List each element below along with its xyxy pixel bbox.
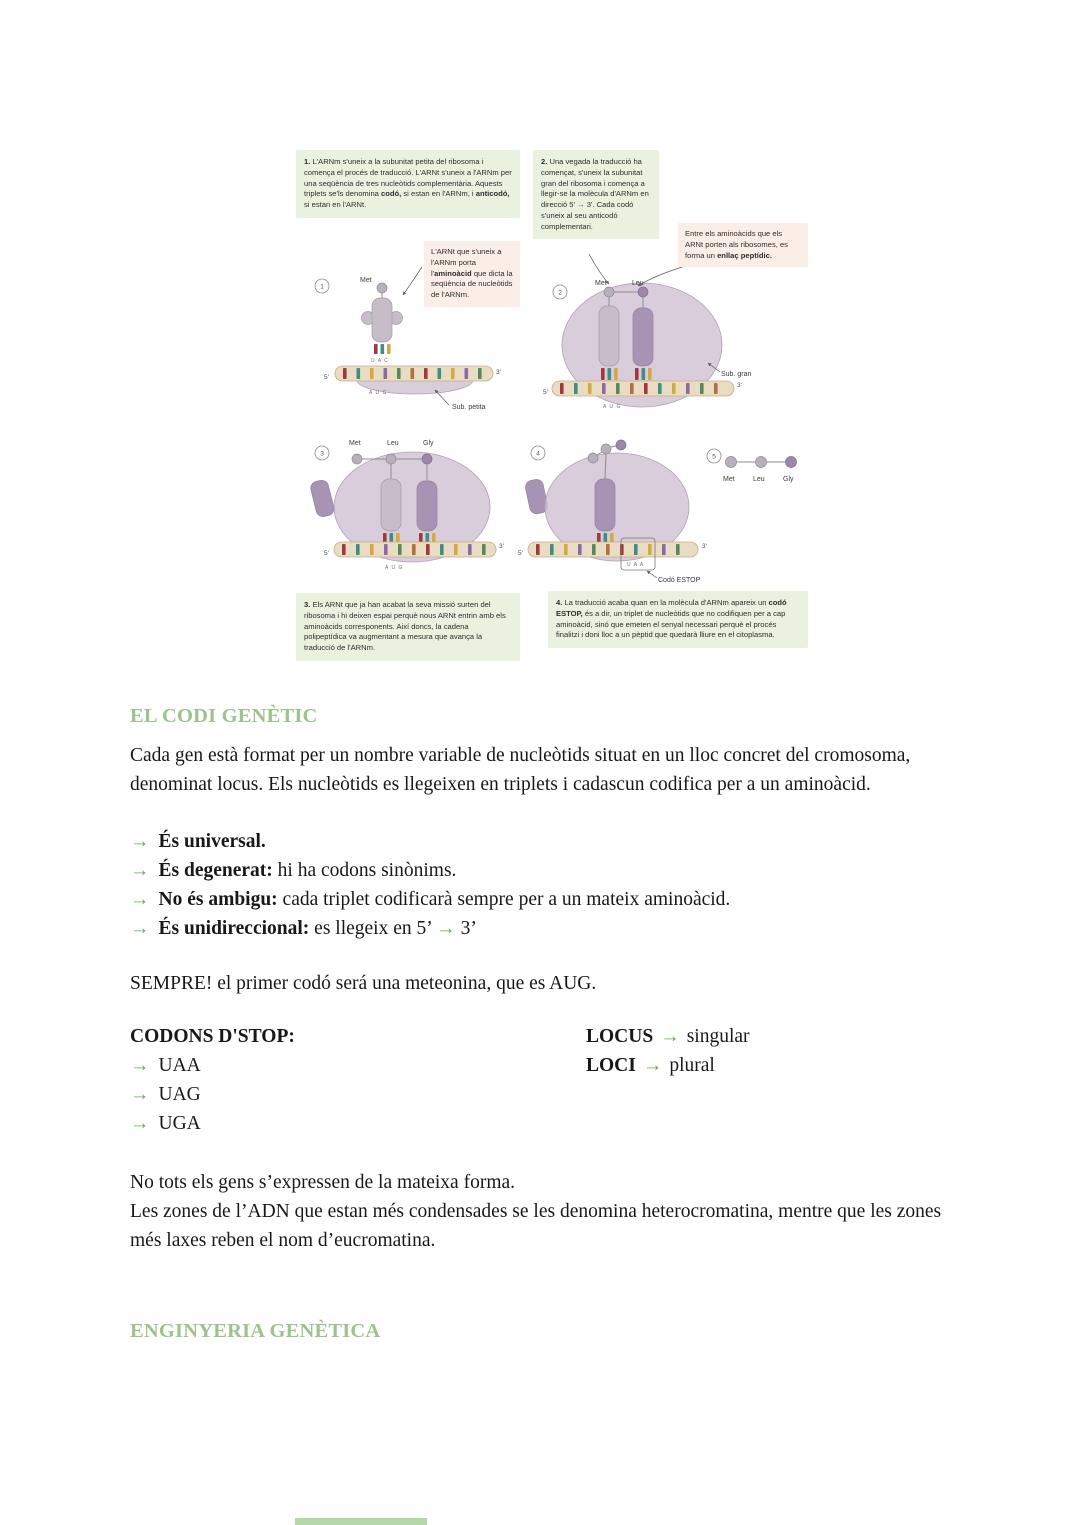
amino-acid [588, 453, 598, 463]
genetic-code-properties-list [130, 827, 958, 943]
circled-number-2 [553, 285, 567, 299]
nucleotide-tick [610, 533, 614, 542]
panel-step5 [707, 449, 797, 483]
heading-enginyeria-genetica: ENGINYERIA GENÈTICA [130, 1320, 381, 1342]
met-label: Met [595, 280, 607, 287]
nucleotide-tick [465, 368, 469, 379]
note-step1-text: L'ARNm s'uneix a la subunitat petita del ribosoma i comença el procés de traducció. L'ARNt s'uneix a l'ARNm per una seqüència de tres nucleòtids complementària. Aquests triplets se'ls denomina [304, 157, 512, 199]
locus-loci-column [586, 1022, 958, 1138]
paragraph-gen-locus: Cada gen està format per un nombre variable de nucleòtids situat en un lloc concret del cromosoma, denominat locus. Els nucleòtids es llegeixen en triplets i cadascun codifica per a un aminoàcid. [130, 745, 911, 795]
nucleotide-tick [676, 544, 680, 555]
departing-trna [309, 479, 335, 518]
stop-codon-uaa: UAA [158, 1055, 201, 1076]
nucleotide-tick [411, 368, 415, 379]
nucleotide-tick [608, 368, 612, 380]
nucleotide-tick [374, 344, 378, 354]
amino-acid-gly [422, 454, 432, 464]
number-1: 1 [320, 283, 324, 291]
codo-estop-label: Codó ESTOP [658, 577, 701, 584]
list-item [130, 856, 958, 885]
nucleotide-tick [597, 533, 601, 542]
five-prime-label: 5' [543, 389, 548, 396]
note-step3-number: 3. [304, 600, 311, 609]
callout-text: L'ARNt que s'uneix a l'ARNm porta l' [431, 247, 502, 278]
nucleotide-tick [384, 544, 388, 555]
panel-step4 [518, 440, 707, 584]
document-body [130, 702, 958, 1356]
amino-acid [616, 440, 626, 450]
amino-acid-met [352, 454, 362, 464]
loci-row [586, 1051, 958, 1080]
start-codon-letters: A U G [385, 565, 404, 571]
nucleotide-tick [412, 544, 416, 555]
bullet-bold: És universal. [158, 831, 266, 852]
number-5: 5 [712, 453, 716, 461]
callout-trna-aminoacid [424, 241, 520, 307]
nucleotide-tick [370, 368, 374, 379]
next-page-element-peek [295, 1518, 427, 1525]
nucleotide-tick [686, 383, 690, 394]
stop-codon-item [130, 1080, 586, 1109]
nucleotide-tick [560, 383, 564, 394]
sub-petita-label: Sub. petita [452, 404, 486, 411]
codons-locus-columns [130, 1022, 958, 1138]
circled-number-1 [315, 279, 329, 293]
met-label: Met [349, 440, 361, 447]
nucleotide-tick [588, 383, 592, 394]
callout-bold-aminoacid: aminoàcid [434, 268, 472, 278]
list-item [130, 885, 958, 914]
note-step2-text: Una vegada la traducció ha començat, s'uneix la subunitat gran del ribosoma i comença a llegir-se la molècula d'ARNm en direcció 5' → 3'. Cada codó s'uneix al seu anticodó complementari. [541, 157, 649, 231]
nucleotide-tick [714, 383, 718, 394]
amino-acid-gly [786, 457, 797, 468]
three-prime-label: 3' [702, 543, 707, 550]
amino-acid-leu [756, 457, 767, 468]
nucleotide-tick [387, 344, 391, 354]
note-step4-text: La traducció acaba quan en la molècula d'ARNm apareix un [562, 598, 769, 607]
nucleotide-tick [424, 368, 428, 379]
nucleotide-tick [642, 368, 646, 380]
arrow-bullet-icon: → [130, 1055, 150, 1076]
loci-definition: plural [669, 1055, 715, 1076]
arrow-definition-icon: → [642, 1055, 663, 1076]
amino-acid-met [726, 457, 737, 468]
nucleotide-tick [468, 544, 472, 555]
amino-acid-leu [638, 287, 648, 297]
paragraph-gene-expression: No tots els gens s’expressen de la mateixa forma. [130, 1172, 516, 1193]
panel-step3 [309, 440, 504, 571]
stop-codon-letters: U A A [627, 562, 645, 568]
arrow-bullet-icon: → [130, 831, 150, 852]
callout-text: Entre els aminoàcids que els ARNt porten als ribosomes, es forma un [685, 229, 788, 260]
nucleotide-tick [356, 544, 360, 555]
note-step4-text: és a dir, un triplet de nucleòtids que no codifiquen per a cap aminoàcid, sinó que emeten el senyal necessari perquè el procés finalitzi i doni lloc a un pèptid que quedarà lliure en el citoplasma. [556, 608, 786, 640]
nucleotide-tick [396, 533, 400, 542]
callout-pointer [403, 267, 422, 295]
gly-label: Gly [783, 476, 794, 483]
leu-label: Leu [753, 476, 765, 483]
nucleotide-tick [482, 544, 486, 555]
nucleotide-tick [578, 544, 582, 555]
three-prime-label: 3' [499, 543, 504, 550]
trna-a-site [417, 481, 437, 531]
stop-codon-uga: UGA [158, 1113, 201, 1134]
nucleotide-tick [383, 533, 387, 542]
arrow-bullet-icon: → [130, 1113, 150, 1134]
nucleotide-tick [602, 383, 606, 394]
circled-number-5 [707, 449, 721, 463]
note-step2-number: 2. [541, 157, 548, 166]
loci-term: LOCI [586, 1055, 636, 1076]
circled-number-4 [531, 446, 545, 460]
nucleotide-tick [390, 533, 394, 542]
leu-label: Leu [387, 440, 399, 447]
nucleotide-tick [564, 544, 568, 555]
nucleotide-tick [644, 383, 648, 394]
nucleotide-tick [658, 383, 662, 394]
nucleotide-tick [432, 533, 436, 542]
nucleotide-tick [454, 544, 458, 555]
note-step4-bold-codo-estop: codó ESTOP, [556, 598, 787, 618]
bullet-text: 3’ [455, 918, 477, 939]
trna-p-site [381, 479, 401, 531]
note-step4-number: 4. [556, 598, 563, 607]
note-step3 [296, 593, 520, 661]
nucleotide-tick [478, 368, 482, 379]
arrow-direction-icon: → [436, 918, 456, 939]
locus-term: LOCUS [586, 1026, 654, 1047]
anticodon-ticks [635, 368, 652, 380]
amino-acid-met [377, 283, 387, 293]
codons-stop-title: CODONS D'STOP: [130, 1026, 295, 1047]
nucleotide-tick [592, 544, 596, 555]
nucleotide-tick [343, 368, 347, 379]
anticodon-ticks [383, 533, 400, 542]
locus-row [586, 1022, 958, 1051]
arrow-definition-icon: → [660, 1026, 680, 1047]
nucleotide-tick [384, 368, 388, 379]
list-item [130, 827, 958, 856]
nucleotide-tick [662, 544, 666, 555]
trna-a-site [633, 308, 653, 366]
nucleotide-tick [620, 544, 624, 555]
heading-el-codi-genetic: EL CODI GENÈTIC [130, 705, 318, 727]
arrow-bullet-icon: → [130, 918, 150, 939]
callout-peptide-bond [678, 223, 808, 267]
nucleotide-tick [342, 544, 346, 555]
note-step4 [548, 591, 808, 648]
circled-number-3 [315, 446, 329, 460]
arrow-bullet-icon: → [130, 860, 150, 881]
bullet-bold: És degenerat: [158, 860, 273, 881]
nucleotide-tick [536, 544, 540, 555]
nucleotide-tick [616, 383, 620, 394]
five-prime-label: 5' [324, 374, 329, 381]
callout-text: que dicta la seqüència de nucleòtids de l'ARNm. [431, 268, 513, 300]
nucleotide-tick [604, 533, 608, 542]
nucleotide-tick [634, 544, 638, 555]
paragraph-chromatin: Les zones de l’ADN que estan més condensades se les denomina heterocromatina, mentre que les zones més laxes reben el nom d’eucromatina. [130, 1201, 942, 1251]
nucleotide-tick [357, 368, 361, 379]
met-label: Met [723, 476, 735, 483]
codo-estop-pointer [647, 571, 657, 578]
nucleotide-tick [451, 368, 455, 379]
amino-acid-met [604, 287, 614, 297]
nucleotide-tick [426, 533, 430, 542]
mrna-strand [552, 381, 734, 396]
nucleotide-tick [635, 368, 639, 380]
trna-met [362, 298, 403, 342]
three-prime-label: 3' [737, 382, 742, 389]
anticodon-ticks [419, 533, 436, 542]
note-step1-text: si estan en l'ARNt. [304, 200, 367, 210]
note-step1-text: si estan en l'ARNm, i [401, 189, 476, 199]
nucleotide-tick [426, 544, 430, 555]
nucleotide-tick [438, 368, 442, 379]
amino-acid [601, 444, 611, 454]
five-prime-label: 5' [518, 550, 523, 557]
note-step3-text: Els ARNt que ja han acabat la seva missió surten del ribosoma i hi deixen espai perquè nous ARNt entrin amb els aminoàcids corresponents. Així doncs, la cadena polipeptídica va augmentant a mesura que avança la traducció de l'ARNm. [304, 600, 506, 653]
nucleotide-tick [381, 344, 385, 354]
nucleotide-tick [398, 544, 402, 555]
sub-gran-label: Sub. gran [721, 371, 752, 378]
nucleotide-tick [648, 368, 652, 380]
number-2: 2 [558, 289, 562, 297]
callout-bold-enllac-peptidic: enllaç peptídic. [717, 250, 772, 260]
three-prime-label: 3' [496, 369, 501, 376]
leu-label: Leu [632, 280, 644, 287]
nucleotide-tick [630, 383, 634, 394]
nucleotide-tick [606, 544, 610, 555]
translation-diagram [290, 145, 825, 675]
stop-codons-column [130, 1022, 586, 1138]
bullet-bold: No és ambigu: [158, 889, 278, 910]
list-item [130, 914, 958, 943]
nucleotide-tick [574, 383, 578, 394]
start-codon-letters: A U G [603, 404, 622, 410]
five-prime-label: 5' [324, 550, 329, 557]
arrow-bullet-icon: → [130, 1084, 150, 1105]
note-step1 [296, 150, 520, 218]
bullet-text: es llegeix en 5’ [309, 918, 437, 939]
number-4: 4 [536, 450, 540, 458]
start-codon-letters: A U G [369, 390, 388, 396]
paragraph-sempre-aug: SEMPRE! el primer codó será una meteonina, que es AUG. [130, 973, 597, 994]
nucleotide-tick [614, 368, 618, 380]
arrow-bullet-icon: → [130, 889, 150, 910]
locus-definition: singular [686, 1026, 750, 1047]
nucleotide-tick [700, 383, 704, 394]
nucleotide-tick [550, 544, 554, 555]
nucleotide-tick [672, 383, 676, 394]
met-label: Met [360, 277, 372, 284]
nucleotide-tick [648, 544, 652, 555]
bullet-text: cada triplet codificarà sempre per a un mateix aminoàcid. [277, 889, 731, 910]
bullet-bold: És unidireccional: [158, 918, 310, 939]
stop-codon-item [130, 1109, 586, 1138]
panel-step2 [543, 254, 751, 410]
bullet-text: hi ha codons sinònims. [272, 860, 457, 881]
stop-codon-item [130, 1051, 586, 1080]
trna-p-site [595, 479, 615, 531]
number-3: 3 [320, 450, 324, 458]
nucleotide-tick [601, 368, 605, 380]
note-step2 [533, 150, 659, 239]
note-step1-number: 1. [304, 157, 311, 166]
note-step1-bold-codo: codó, [381, 189, 402, 199]
stop-codon-uag: UAG [158, 1084, 201, 1105]
anticodon-ticks [374, 344, 391, 354]
anticodon-ticks [597, 533, 614, 542]
amino-acid-leu [386, 454, 396, 464]
anticodon-letters: U A C [371, 358, 389, 364]
note-step1-bold-anticodo: anticodó, [475, 189, 510, 199]
gly-label: Gly [423, 440, 434, 447]
trna-p-site [599, 306, 619, 366]
nucleotide-tick [370, 544, 374, 555]
anticodon-ticks [601, 368, 618, 380]
nucleotide-tick [440, 544, 444, 555]
nucleotide-tick [419, 533, 423, 542]
nucleotide-tick [397, 368, 401, 379]
